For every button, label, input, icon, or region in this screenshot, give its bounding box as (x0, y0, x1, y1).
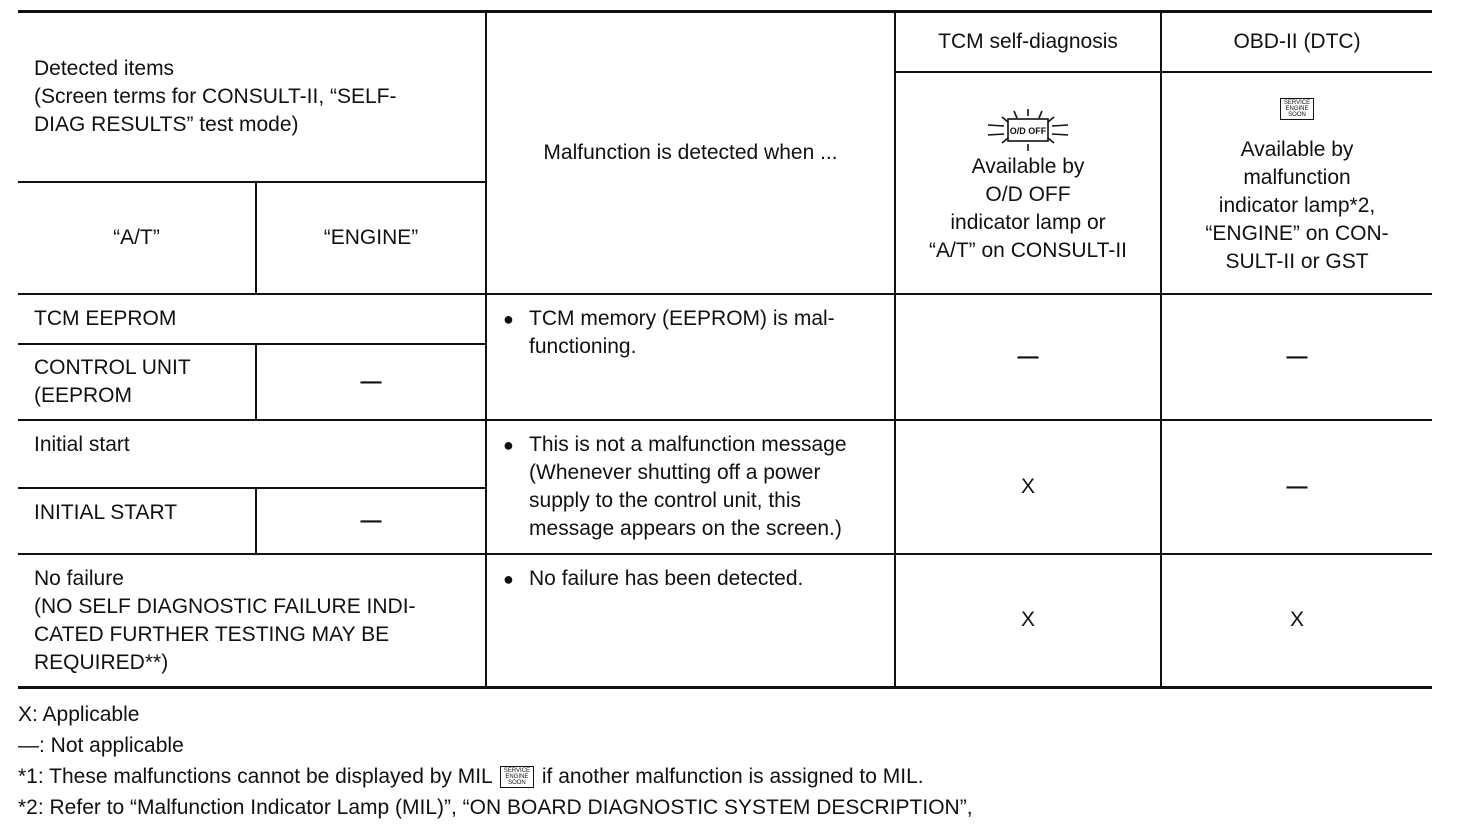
header-row-1 (18, 12, 1432, 72)
bullet-icon: ● (503, 568, 514, 589)
eeprom-malfunction-cell (486, 294, 895, 420)
at-column-header: “A/T” (18, 182, 256, 294)
obd-availability-line: “ENGINE” on CON- (1205, 221, 1389, 245)
control-unit-line: (EEPROM (34, 383, 133, 407)
no-failure-malfunction-cell (486, 554, 895, 688)
no-failure-tcm-value: X (895, 554, 1161, 688)
obd-availability-line: indicator lamp*2, (1218, 193, 1376, 217)
detected-items-line: (Screen terms for CONSULT-II, “SELF- (34, 84, 397, 108)
eeprom-obd-value: — (1161, 294, 1432, 420)
tcm-self-diagnosis-header: TCM self-diagnosis (895, 12, 1161, 72)
bullet-item (503, 305, 878, 361)
obd-availability-cell (1161, 72, 1432, 294)
obd-dtc-header: OBD-II (DTC) (1161, 12, 1432, 72)
detected-items-header (18, 12, 486, 182)
od-off-lamp-svg (980, 107, 1076, 153)
mil-icon-line: SOON (508, 780, 526, 787)
self-diagnosis-table (18, 10, 1432, 689)
tcm-availability-line: indicator lamp or (950, 210, 1106, 234)
footnote-1-text-before: *1: These malfunctions cannot be displayed by MIL (18, 765, 492, 788)
bullet-icon: ● (503, 434, 514, 455)
svg-text:O/D OFF: O/D OFF (1009, 125, 1047, 136)
malfunction-line: TCM memory (EEPROM) is mal- (529, 306, 835, 330)
obd-availability-line: Available by (1240, 137, 1354, 161)
footnote-1-text-after: if another malfunction is assigned to MIL. (541, 765, 924, 788)
table-row (18, 554, 1432, 688)
service-engine-soon-icon (1280, 98, 1314, 120)
initial-obd-value: — (1161, 420, 1432, 554)
initial-tcm-value: X (895, 420, 1161, 554)
initial-start-item: Initial start (18, 420, 486, 488)
mil-icon-wrap (1178, 96, 1416, 136)
detected-items-line: DIAG RESULTS” test mode) (34, 112, 299, 136)
malfunction-line: This is not a malfunction message (529, 432, 847, 456)
engine-column-header: “ENGINE” (256, 182, 486, 294)
initial-malfunction-cell (486, 420, 895, 554)
no-failure-line: REQUIRED**) (34, 650, 169, 674)
detected-items-line: Detected items (34, 56, 175, 80)
footnote-1 (18, 761, 1432, 792)
initial-start-engine-value: — (256, 488, 486, 554)
no-failure-line: CATED FURTHER TESTING MAY BE (34, 622, 390, 646)
no-failure-line: No failure (34, 566, 124, 590)
diagnosis-sheet (18, 10, 1432, 823)
bullet-text (529, 431, 878, 543)
footnote-applicable: X: Applicable (18, 703, 140, 726)
no-failure-line: (NO SELF DIAGNOSTIC FAILURE INDI- (34, 594, 416, 618)
control-unit-line: CONTROL UNIT (34, 355, 191, 379)
tcm-availability-line: Available by (971, 154, 1085, 178)
mil-icon-line: SOON (1288, 111, 1306, 118)
malfunction-line: message appears on the screen.) (529, 516, 842, 540)
footnote-2: *2: Refer to “Malfunction Indicator Lamp (MIL)”, “ON BOARD DIAGNOSTIC SYSTEM DESCRIPTION”, (18, 796, 973, 819)
malfunction-header: Malfunction is detected when ... (486, 12, 895, 294)
tcm-availability-line: O/D OFF (985, 182, 1071, 206)
malfunction-line: supply to the control unit, this (529, 488, 802, 512)
no-failure-obd-value: X (1161, 554, 1432, 688)
tcm-availability-line: “A/T” on CONSULT-II (929, 238, 1127, 262)
bullet-icon: ● (503, 308, 514, 329)
footnote-not-applicable: —: Not applicable (18, 734, 184, 757)
malfunction-line: (Whenever shutting off a power (529, 460, 821, 484)
bullet-item (503, 565, 878, 593)
no-failure-item (18, 554, 486, 688)
obd-availability-line: SULT-II or GST (1225, 249, 1369, 273)
eeprom-tcm-value: — (895, 294, 1161, 420)
footnotes (18, 699, 1432, 823)
od-off-lamp-icon (912, 107, 1144, 153)
mil-icon-line: ENGINE (505, 774, 529, 781)
obd-availability-line: malfunction (1243, 165, 1351, 189)
bullet-text (529, 305, 878, 361)
initial-start-engine-item: INITIAL START (18, 488, 256, 554)
mil-icon-line: SERVICE (503, 768, 531, 775)
bullet-item (503, 431, 878, 543)
table-row (18, 420, 1432, 488)
tcm-eeprom-item: TCM EEPROM (18, 294, 486, 344)
control-unit-item (18, 344, 256, 420)
table-row (18, 294, 1432, 344)
mil-icon-line: ENGINE (1285, 105, 1309, 112)
tcm-availability-cell (895, 72, 1161, 294)
malfunction-line: functioning. (529, 334, 637, 358)
service-engine-soon-icon (500, 766, 534, 788)
control-unit-engine-value: — (256, 344, 486, 420)
malfunction-line: No failure has been detected. (529, 566, 804, 590)
mil-icon-line: SERVICE (1283, 99, 1311, 106)
